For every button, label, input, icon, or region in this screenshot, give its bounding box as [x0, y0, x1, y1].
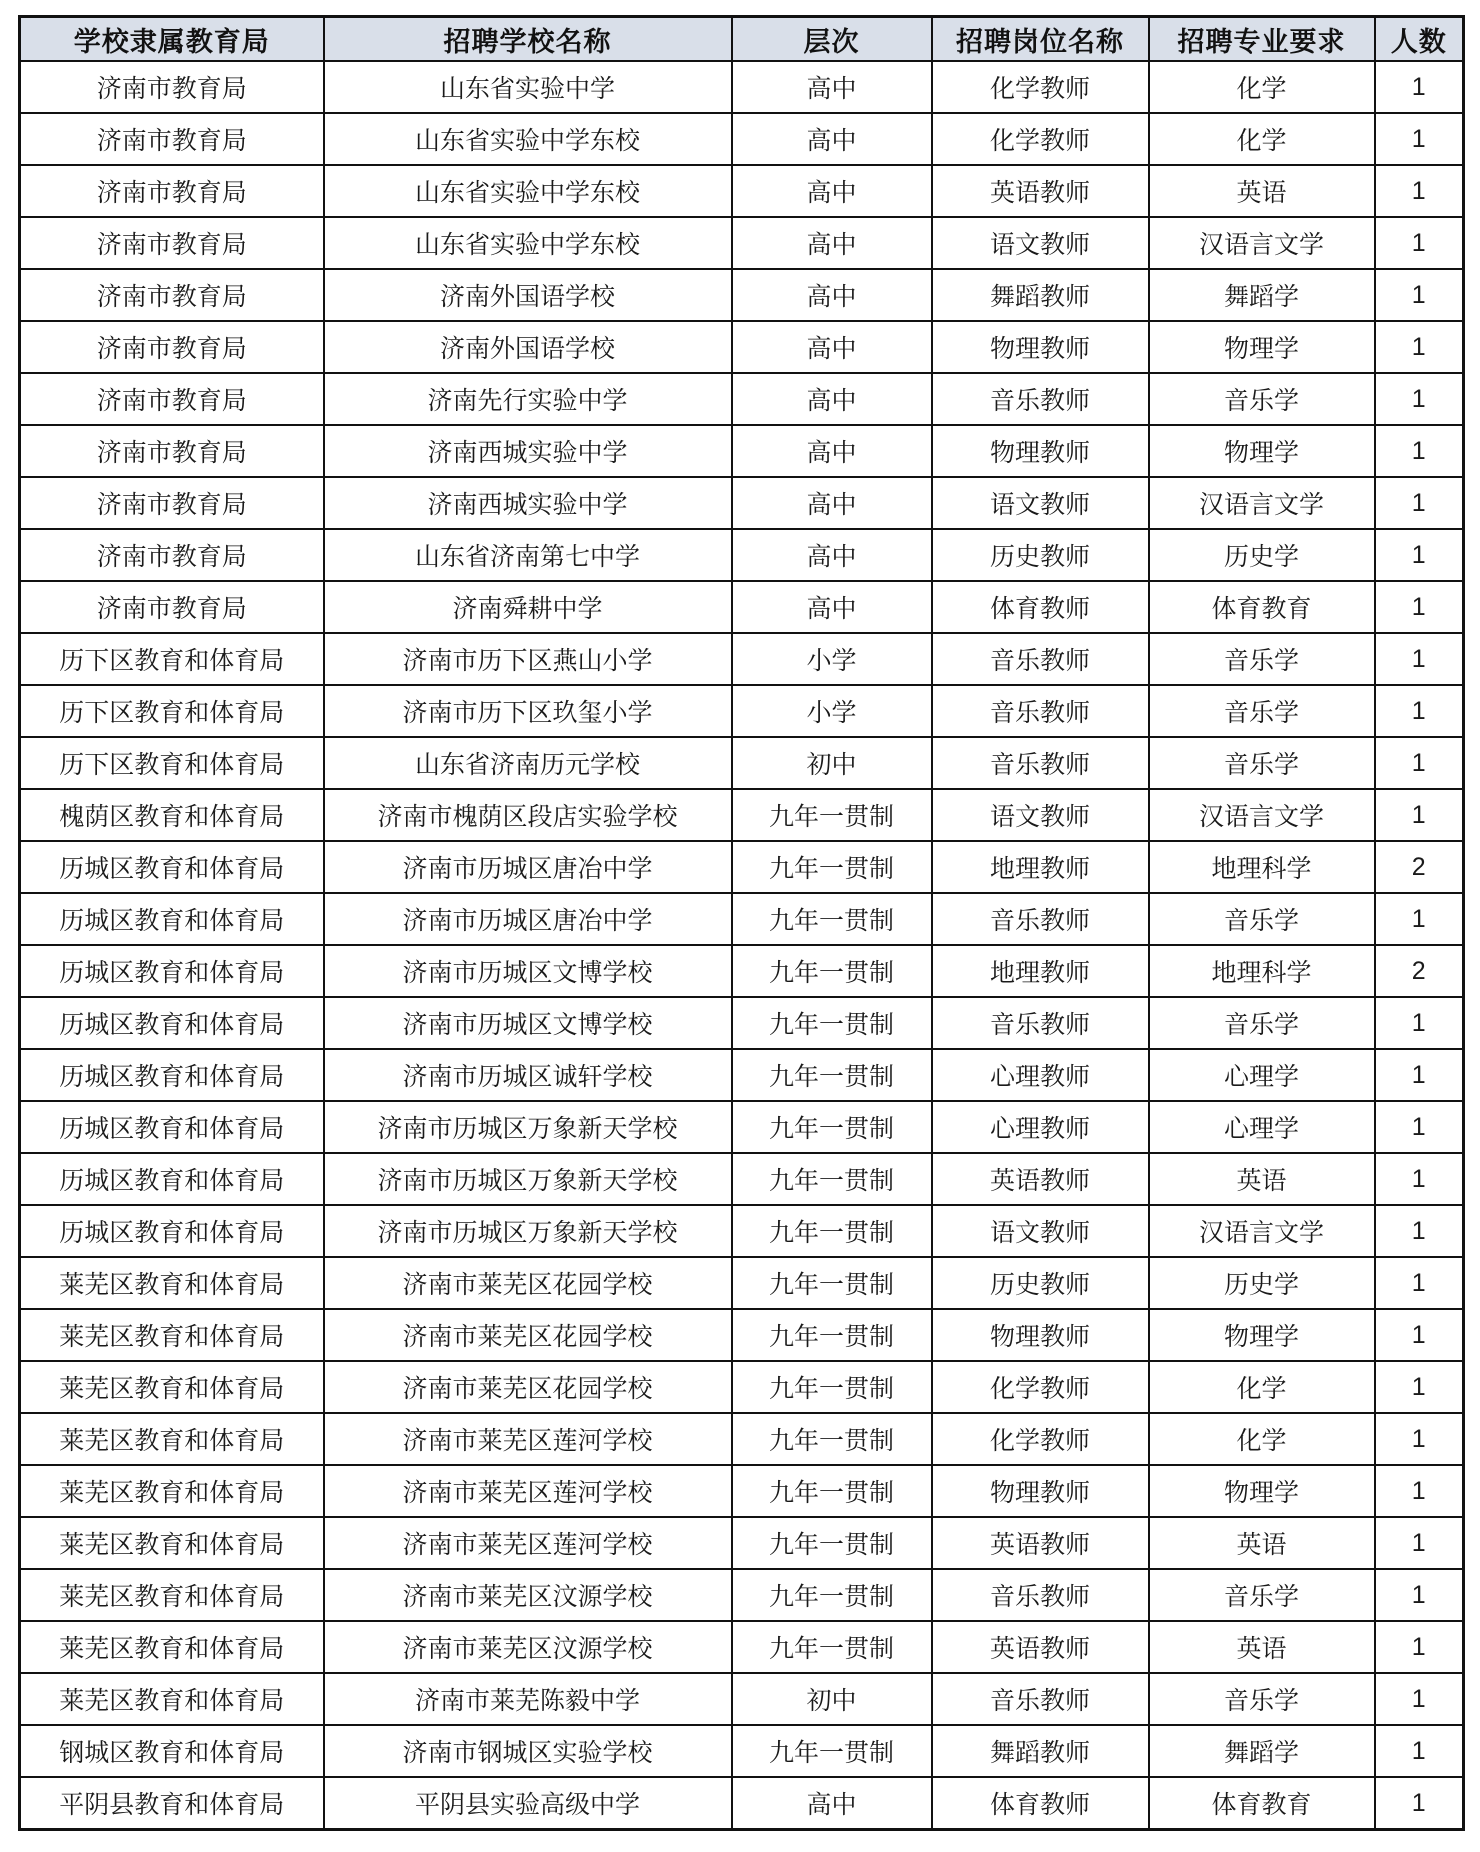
table-cell: 舞蹈学	[1149, 1725, 1375, 1777]
table-cell: 英语	[1149, 1153, 1375, 1205]
table-cell: 九年一贯制	[732, 945, 932, 997]
column-header: 招聘专业要求	[1149, 17, 1375, 62]
table-cell: 1	[1375, 1673, 1464, 1725]
table-cell: 济南市历城区万象新天学校	[324, 1101, 732, 1153]
table-cell: 小学	[732, 685, 932, 737]
table-cell: 1	[1375, 997, 1464, 1049]
table-cell: 1	[1375, 737, 1464, 789]
table-cell: 1	[1375, 1413, 1464, 1465]
table-cell: 1	[1375, 1049, 1464, 1101]
table-cell: 化学教师	[932, 1361, 1149, 1413]
table-cell: 音乐教师	[932, 1673, 1149, 1725]
table-cell: 济南外国语学校	[324, 269, 732, 321]
table-row	[20, 529, 1464, 581]
table-cell: 济南市莱芜区花园学校	[324, 1257, 732, 1309]
table-cell: 汉语言文学	[1149, 1205, 1375, 1257]
table-cell: 语文教师	[932, 789, 1149, 841]
table-cell: 莱芜区教育和体育局	[20, 1517, 324, 1569]
table-cell: 莱芜区教育和体育局	[20, 1413, 324, 1465]
table-cell: 九年一贯制	[732, 893, 932, 945]
table-cell: 莱芜区教育和体育局	[20, 1673, 324, 1725]
table-cell: 历城区教育和体育局	[20, 1153, 324, 1205]
table-cell: 物理学	[1149, 425, 1375, 477]
table-row	[20, 477, 1464, 529]
column-header: 招聘岗位名称	[932, 17, 1149, 62]
table-cell: 1	[1375, 1153, 1464, 1205]
table-cell: 1	[1375, 477, 1464, 529]
column-header: 学校隶属教育局	[20, 17, 324, 62]
table-cell: 汉语言文学	[1149, 789, 1375, 841]
table-row	[20, 1413, 1464, 1465]
table-cell: 济南市莱芜区汶源学校	[324, 1621, 732, 1673]
table-row	[20, 217, 1464, 269]
table-row	[20, 165, 1464, 217]
table-cell: 济南市历下区燕山小学	[324, 633, 732, 685]
table-cell: 济南市莱芜区莲河学校	[324, 1465, 732, 1517]
table-cell: 1	[1375, 1517, 1464, 1569]
table-cell: 1	[1375, 1569, 1464, 1621]
table-cell: 济南市莱芜区汶源学校	[324, 1569, 732, 1621]
table-cell: 济南市钢城区实验学校	[324, 1725, 732, 1777]
table-cell: 历城区教育和体育局	[20, 893, 324, 945]
table-row	[20, 581, 1464, 633]
table-cell: 音乐学	[1149, 893, 1375, 945]
table-cell: 山东省济南历元学校	[324, 737, 732, 789]
table-cell: 音乐学	[1149, 1673, 1375, 1725]
table-cell: 莱芜区教育和体育局	[20, 1465, 324, 1517]
table-cell: 济南市教育局	[20, 425, 324, 477]
table-cell: 九年一贯制	[732, 1257, 932, 1309]
table-cell: 舞蹈教师	[932, 269, 1149, 321]
table-cell: 1	[1375, 1465, 1464, 1517]
table-cell: 莱芜区教育和体育局	[20, 1309, 324, 1361]
table-cell: 1	[1375, 1309, 1464, 1361]
table-row	[20, 789, 1464, 841]
table-cell: 济南先行实验中学	[324, 373, 732, 425]
table-cell: 英语	[1149, 1517, 1375, 1569]
table-cell: 历城区教育和体育局	[20, 945, 324, 997]
table-cell: 物理教师	[932, 425, 1149, 477]
table-cell: 济南西城实验中学	[324, 425, 732, 477]
table-cell: 心理学	[1149, 1101, 1375, 1153]
table-cell: 济南市历城区万象新天学校	[324, 1205, 732, 1257]
table-cell: 舞蹈教师	[932, 1725, 1149, 1777]
table-cell: 英语	[1149, 165, 1375, 217]
table-row	[20, 1517, 1464, 1569]
table-cell: 高中	[732, 269, 932, 321]
table-cell: 1	[1375, 581, 1464, 633]
table-cell: 1	[1375, 425, 1464, 477]
table-cell: 英语教师	[932, 1517, 1149, 1569]
table-cell: 音乐学	[1149, 685, 1375, 737]
table-cell: 1	[1375, 685, 1464, 737]
table-cell: 音乐教师	[932, 893, 1149, 945]
table-cell: 1	[1375, 113, 1464, 165]
table-cell: 济南舜耕中学	[324, 581, 732, 633]
table-cell: 济南市教育局	[20, 61, 324, 113]
table-row	[20, 997, 1464, 1049]
table-cell: 2	[1375, 945, 1464, 997]
table-cell: 1	[1375, 1101, 1464, 1153]
table-cell: 济南市教育局	[20, 165, 324, 217]
table-row	[20, 1621, 1464, 1673]
table-cell: 济南市历城区唐冶中学	[324, 841, 732, 893]
table-cell: 物理教师	[932, 1309, 1149, 1361]
table-row	[20, 1153, 1464, 1205]
table-row	[20, 737, 1464, 789]
table-cell: 化学	[1149, 1413, 1375, 1465]
table-cell: 1	[1375, 893, 1464, 945]
table-cell: 2	[1375, 841, 1464, 893]
table-cell: 平阴县实验高级中学	[324, 1777, 732, 1830]
table-cell: 九年一贯制	[732, 1361, 932, 1413]
table-cell: 莱芜区教育和体育局	[20, 1361, 324, 1413]
table-header-row	[20, 17, 1464, 62]
table-cell: 高中	[732, 61, 932, 113]
table-cell: 音乐学	[1149, 633, 1375, 685]
table-cell: 音乐教师	[932, 737, 1149, 789]
table-cell: 高中	[732, 113, 932, 165]
table-cell: 九年一贯制	[732, 1725, 932, 1777]
table-cell: 英语教师	[932, 1153, 1149, 1205]
table-cell: 英语教师	[932, 1621, 1149, 1673]
table-cell: 物理教师	[932, 1465, 1149, 1517]
table-cell: 物理学	[1149, 1465, 1375, 1517]
table-cell: 高中	[732, 477, 932, 529]
table-cell: 济南市教育局	[20, 373, 324, 425]
table-cell: 英语教师	[932, 165, 1149, 217]
table-cell: 济南西城实验中学	[324, 477, 732, 529]
table-cell: 心理教师	[932, 1049, 1149, 1101]
table-cell: 高中	[732, 321, 932, 373]
table-cell: 化学教师	[932, 113, 1149, 165]
table-row	[20, 1309, 1464, 1361]
table-cell: 音乐学	[1149, 1569, 1375, 1621]
table-cell: 济南市莱芜区莲河学校	[324, 1413, 732, 1465]
table-cell: 济南外国语学校	[324, 321, 732, 373]
table-cell: 济南市历城区唐冶中学	[324, 893, 732, 945]
table-cell: 济南市教育局	[20, 581, 324, 633]
table-cell: 九年一贯制	[732, 1517, 932, 1569]
table-cell: 1	[1375, 1205, 1464, 1257]
table-cell: 舞蹈学	[1149, 269, 1375, 321]
table-cell: 心理学	[1149, 1049, 1375, 1101]
table-cell: 地理教师	[932, 945, 1149, 997]
table-cell: 钢城区教育和体育局	[20, 1725, 324, 1777]
table-cell: 济南市莱芜陈毅中学	[324, 1673, 732, 1725]
table-cell: 济南市教育局	[20, 529, 324, 581]
table-cell: 历史学	[1149, 1257, 1375, 1309]
table-cell: 音乐教师	[932, 997, 1149, 1049]
table-cell: 九年一贯制	[732, 1205, 932, 1257]
table-cell: 体育教师	[932, 1777, 1149, 1830]
table-cell: 九年一贯制	[732, 1621, 932, 1673]
table-cell: 音乐学	[1149, 997, 1375, 1049]
table-row	[20, 893, 1464, 945]
table-cell: 九年一贯制	[732, 1309, 932, 1361]
table-cell: 汉语言文学	[1149, 217, 1375, 269]
table-cell: 物理学	[1149, 321, 1375, 373]
table-cell: 1	[1375, 269, 1464, 321]
table-cell: 莱芜区教育和体育局	[20, 1569, 324, 1621]
table-cell: 小学	[732, 633, 932, 685]
table-cell: 物理学	[1149, 1309, 1375, 1361]
table-cell: 高中	[732, 217, 932, 269]
table-cell: 槐荫区教育和体育局	[20, 789, 324, 841]
table-cell: 济南市历城区文博学校	[324, 945, 732, 997]
table-row	[20, 945, 1464, 997]
table-cell: 物理教师	[932, 321, 1149, 373]
table-cell: 体育教育	[1149, 581, 1375, 633]
table-cell: 济南市教育局	[20, 269, 324, 321]
table-row	[20, 1361, 1464, 1413]
table-cell: 济南市莱芜区莲河学校	[324, 1517, 732, 1569]
table-row	[20, 1569, 1464, 1621]
table-cell: 1	[1375, 1725, 1464, 1777]
table-cell: 1	[1375, 373, 1464, 425]
table-cell: 语文教师	[932, 217, 1149, 269]
table-cell: 1	[1375, 61, 1464, 113]
table-cell: 平阴县教育和体育局	[20, 1777, 324, 1830]
table-row	[20, 685, 1464, 737]
table-cell: 九年一贯制	[732, 789, 932, 841]
table-cell: 1	[1375, 1361, 1464, 1413]
recruitment-table	[18, 15, 1465, 1831]
table-cell: 山东省济南第七中学	[324, 529, 732, 581]
table-cell: 历下区教育和体育局	[20, 685, 324, 737]
table-cell: 1	[1375, 321, 1464, 373]
table-row	[20, 1673, 1464, 1725]
table-cell: 音乐教师	[932, 373, 1149, 425]
table-cell: 高中	[732, 581, 932, 633]
table-row	[20, 1049, 1464, 1101]
table-cell: 化学	[1149, 113, 1375, 165]
table-cell: 济南市槐荫区段店实验学校	[324, 789, 732, 841]
table-cell: 莱芜区教育和体育局	[20, 1257, 324, 1309]
table-cell: 汉语言文学	[1149, 477, 1375, 529]
table-row	[20, 633, 1464, 685]
table-cell: 高中	[732, 529, 932, 581]
table-cell: 音乐教师	[932, 1569, 1149, 1621]
table-cell: 初中	[732, 737, 932, 789]
table-row	[20, 841, 1464, 893]
table-row	[20, 113, 1464, 165]
table-cell: 济南市历下区玖玺小学	[324, 685, 732, 737]
table-row	[20, 1257, 1464, 1309]
table-row	[20, 1725, 1464, 1777]
table-cell: 高中	[732, 425, 932, 477]
table-cell: 山东省实验中学	[324, 61, 732, 113]
table-cell: 1	[1375, 165, 1464, 217]
table-cell: 山东省实验中学东校	[324, 113, 732, 165]
table-row	[20, 269, 1464, 321]
table-cell: 九年一贯制	[732, 1049, 932, 1101]
table-cell: 济南市莱芜区花园学校	[324, 1309, 732, 1361]
table-cell: 音乐教师	[932, 685, 1149, 737]
table-row	[20, 321, 1464, 373]
table-cell: 1	[1375, 217, 1464, 269]
table-cell: 地理科学	[1149, 945, 1375, 997]
table-cell: 济南市教育局	[20, 217, 324, 269]
table-cell: 地理教师	[932, 841, 1149, 893]
table-cell: 九年一贯制	[732, 1413, 932, 1465]
table-cell: 历史学	[1149, 529, 1375, 581]
table-cell: 化学教师	[932, 61, 1149, 113]
table-cell: 历城区教育和体育局	[20, 997, 324, 1049]
table-cell: 1	[1375, 1257, 1464, 1309]
table-cell: 音乐教师	[932, 633, 1149, 685]
table-cell: 初中	[732, 1673, 932, 1725]
table-cell: 1	[1375, 1621, 1464, 1673]
table-cell: 1	[1375, 633, 1464, 685]
table-cell: 音乐学	[1149, 737, 1375, 789]
table-cell: 济南市莱芜区花园学校	[324, 1361, 732, 1413]
table-cell: 九年一贯制	[732, 1101, 932, 1153]
table-cell: 历城区教育和体育局	[20, 1101, 324, 1153]
column-header: 层次	[732, 17, 932, 62]
table-cell: 高中	[732, 1777, 932, 1830]
table-cell: 音乐学	[1149, 373, 1375, 425]
table-cell: 九年一贯制	[732, 841, 932, 893]
table-row	[20, 1777, 1464, 1830]
table-cell: 济南市历城区诚轩学校	[324, 1049, 732, 1101]
table-row	[20, 425, 1464, 477]
table-cell: 高中	[732, 373, 932, 425]
table-cell: 山东省实验中学东校	[324, 165, 732, 217]
table-cell: 九年一贯制	[732, 997, 932, 1049]
table-cell: 济南市教育局	[20, 113, 324, 165]
table-cell: 语文教师	[932, 1205, 1149, 1257]
table-cell: 九年一贯制	[732, 1465, 932, 1517]
table-cell: 历下区教育和体育局	[20, 633, 324, 685]
table-cell: 心理教师	[932, 1101, 1149, 1153]
table-cell: 山东省实验中学东校	[324, 217, 732, 269]
table-cell: 地理科学	[1149, 841, 1375, 893]
table-cell: 历史教师	[932, 529, 1149, 581]
column-header: 人数	[1375, 17, 1464, 62]
table-cell: 化学	[1149, 61, 1375, 113]
table-cell: 历城区教育和体育局	[20, 1049, 324, 1101]
table-cell: 语文教师	[932, 477, 1149, 529]
table-cell: 化学	[1149, 1361, 1375, 1413]
table-row	[20, 61, 1464, 113]
table-cell: 济南市教育局	[20, 477, 324, 529]
table-cell: 英语	[1149, 1621, 1375, 1673]
table-cell: 九年一贯制	[732, 1569, 932, 1621]
table-row	[20, 1205, 1464, 1257]
table-cell: 历城区教育和体育局	[20, 1205, 324, 1257]
table-cell: 历城区教育和体育局	[20, 841, 324, 893]
table-cell: 济南市历城区文博学校	[324, 997, 732, 1049]
table-cell: 体育教育	[1149, 1777, 1375, 1830]
table-cell: 1	[1375, 529, 1464, 581]
column-header: 招聘学校名称	[324, 17, 732, 62]
table-cell: 1	[1375, 789, 1464, 841]
table-cell: 历史教师	[932, 1257, 1149, 1309]
table-row	[20, 1465, 1464, 1517]
table-cell: 济南市历城区万象新天学校	[324, 1153, 732, 1205]
table-row	[20, 373, 1464, 425]
table-cell: 高中	[732, 165, 932, 217]
table-cell: 九年一贯制	[732, 1153, 932, 1205]
table-cell: 济南市教育局	[20, 321, 324, 373]
table-cell: 莱芜区教育和体育局	[20, 1621, 324, 1673]
table-cell: 体育教师	[932, 581, 1149, 633]
table-cell: 1	[1375, 1777, 1464, 1830]
table-cell: 化学教师	[932, 1413, 1149, 1465]
table-cell: 历下区教育和体育局	[20, 737, 324, 789]
table-row	[20, 1101, 1464, 1153]
